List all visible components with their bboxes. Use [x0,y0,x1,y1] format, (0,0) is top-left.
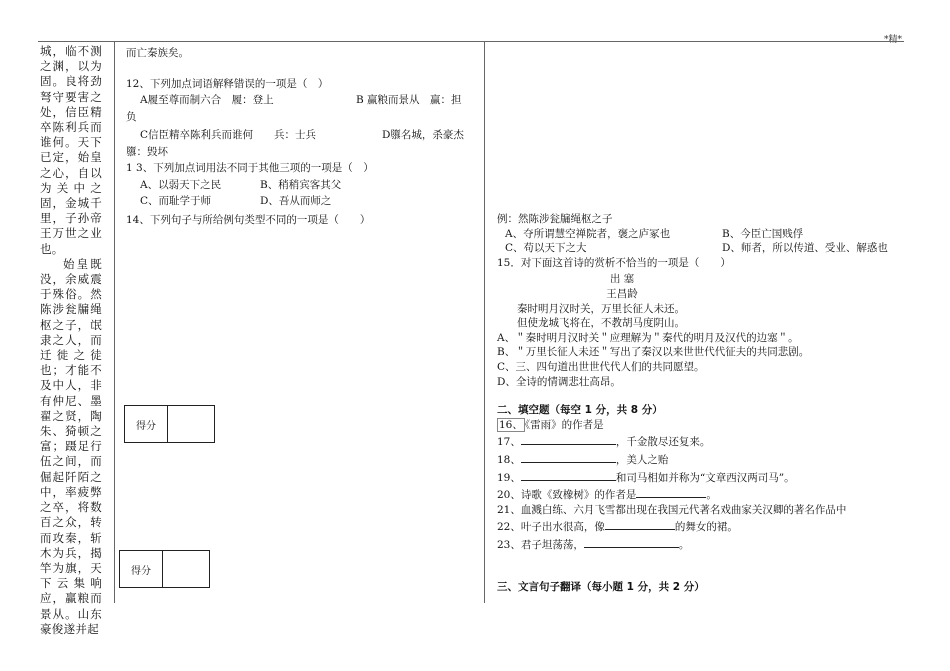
score-cell-2[interactable] [163,551,209,587]
q18-text: ，美人之贻 [615,453,669,466]
middle-column [126,45,476,228]
score-box-2 [119,550,210,588]
q16 [497,418,907,433]
q22 [497,517,907,535]
q18-blank[interactable] [521,450,616,463]
section-3-title: 三、文言句子翻译（每小题 1 分，共 2 分） [497,581,705,594]
q12-option-a: A履至尊而制六合 履：登上 [140,94,274,106]
q17-number: 17、 [497,436,521,449]
q12-option-d: D隳名城，杀豪杰 [382,129,464,141]
q21: 21、血溅白练、六月飞雪都出现在我国元代著名戏曲家关汉卿的著名作品中 [497,503,847,516]
poem-author: 王昌龄 [606,287,638,300]
q22-blank[interactable] [605,517,675,530]
q23-blank[interactable] [584,535,679,548]
q20 [497,485,907,503]
q13-option-c: C、而耻学于师 [140,195,212,207]
q14-option-c: C、苟以天下之大 [505,242,587,255]
q13-stem: 1 3、下列加点词用法不同于其他三项的一项是（ ） [126,162,374,174]
q17 [497,432,907,450]
q19-blank[interactable] [521,468,616,481]
q16-number: 16、 [499,418,523,431]
q16-text: 《雷雨》的作者是 [524,418,604,431]
page-header [0,0,950,45]
poem-title: 出 塞 [609,273,635,286]
q15-option-d: D、全诗的情调悲壮高昂。 [497,375,621,388]
q14-option-a: A、夺所谓慧空禅院者，褒之庐冢也 [505,227,671,240]
q18-number: 18、 [497,453,521,466]
q22-text-post: 的舞女的裙。 [674,521,738,534]
q15-option-b: B、＂万里长征人未还＂写出了秦汉以来世世代代征夫的共同悲剧。 [497,346,810,359]
q12-options-cd [126,127,476,144]
q12-option-d-cont: 隳：毁坏 [126,145,168,158]
column-divider-left [114,41,115,603]
q13-options-ab [126,177,476,194]
q13-option-b: B、稍稍宾客其父 [260,178,342,191]
q15-option-c: C、三、四句道出世世代代人们的共同愿望。 [497,360,705,373]
side-passage [40,44,102,637]
q19-text: 和司马相如并称为“文章西汉两司马”。 [615,471,795,484]
q14-option-b: B、今臣亡国贱俘 [722,227,804,240]
score-label-1: 得分 [125,406,168,442]
q14-option-d: D、师者，所以传道、受业、解惑也 [722,242,888,255]
q23-text-post: 。 [678,538,690,551]
q12-option-b: B 赢粮而景从 赢：担 [356,94,462,106]
q19-number: 19、 [497,471,521,484]
q12-options-ab [126,92,476,109]
q15-stem: 15．对下面这首诗的赏析不恰当的一项是（ ） [497,256,731,269]
q17-blank[interactable] [521,432,616,445]
poem-line-2: 但使龙城飞将在，不教胡马度阴山。 [517,317,685,330]
q19 [497,468,907,486]
right-column [497,212,907,595]
q17-text: ，千金散尽还复来。 [615,436,711,449]
q13-options-cd [126,193,476,210]
q14-options-cd [497,241,907,256]
header-rule [38,41,904,42]
q20-end: 。 [706,489,717,502]
q14-stem: 14、下列句子与所给例句类型不同的一项是（ ） [126,213,371,226]
q14-options-ab [497,227,907,242]
score-label-2: 得分 [120,551,163,587]
score-box-1 [124,405,215,443]
q20-blank[interactable] [636,485,706,498]
side-paragraph-1: 城，临不测之渊，以为固。良将劲弩守要害之处，信臣精卒陈利兵而谁何。天下已定，始皇之心，自以为关中之固，金城千里，子孙帝王万世之业也。 [40,44,102,256]
q23-text-pre: 23、君子坦荡荡， [497,538,584,551]
q14-example: 例：然陈涉瓮牖绳枢之子 [497,213,613,225]
column-divider-right [484,41,485,603]
score-cell-1[interactable] [168,406,214,442]
q20-text: 20、诗歌《致橡树》的作者是 [497,489,637,502]
section-2-title: 二、填空题（每空 1 分，共 8 分） [497,404,663,417]
q12-option-c: C信臣精卒陈利兵而谁何 兵：士兵 [140,129,317,141]
header-mark: *精* [883,35,902,45]
q15-option-a: A、＂秦时明月汉时关＂应理解为＂秦代的明月及汉代的边塞＂。 [497,331,799,344]
q12-stem: 12、下列加点词语解释错误的一项是（ ） [126,77,329,90]
q18 [497,450,907,468]
passage-end: 而亡秦族矣。 [126,47,189,59]
poem-line-1: 秦时明月汉时关，万里长征人未还。 [517,302,685,315]
q23 [497,535,907,553]
q12-option-b-cont: 负 [126,110,137,123]
q13-option-d: D、吾从而师之 [260,195,332,207]
q22-text-pre: 22、叶子出水很高，像 [497,521,605,534]
side-paragraph-2: 始皇既没，余威震于殊俗。然陈涉瓮牖绳枢之子，氓隶之人，而迁徙之徒也；才能不及中人，非有仲尼、墨翟之贤，陶朱、猗顿之富；蹑足行伍之间，而倔起阡陌之中，率疲弊之卒，将数百之众，转而攻秦，斩木为兵，揭竿为旗，天下云集响应，赢粮而景从。山东豪俊遂并起 [40,256,102,636]
q13-option-a: A、以弱天下之民 [140,178,222,191]
